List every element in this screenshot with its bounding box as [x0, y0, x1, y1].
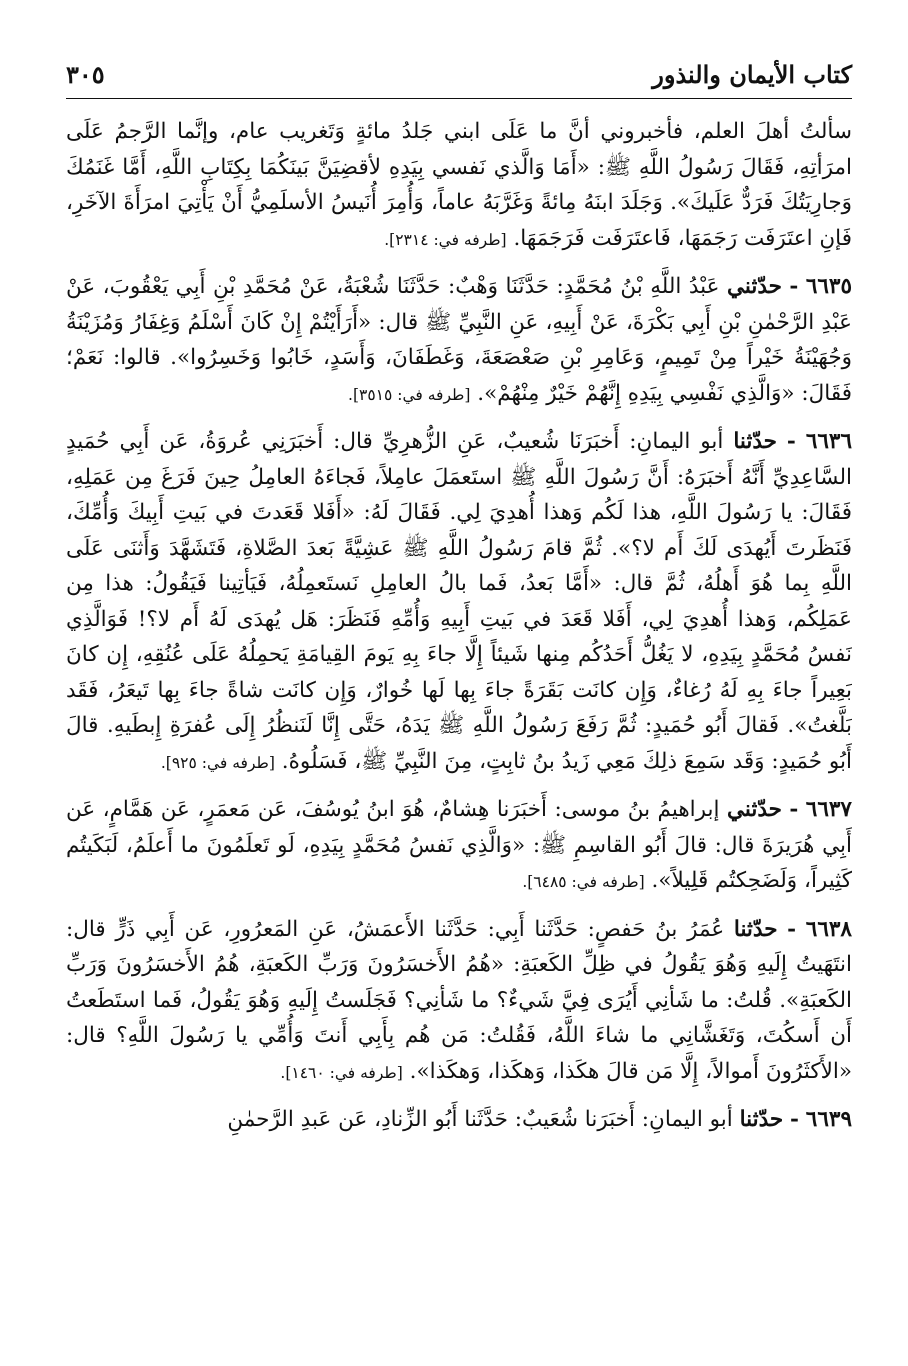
narration-intro: حدّثني: [726, 797, 782, 822]
number-dash: -: [786, 429, 796, 454]
paragraph-body: عُمَرُ بنُ حَفصٍ: حَدَّثَنا أَبِي: حَدَّثَنا الأَعمَشُ، عَنِ المَعرُورِ، عَن أَبِي ذَرٍّ قال: انتَهَيتُ إِلَيهِ وَهُوَ يَقُولُ في ظِلِّ الكَعبَةِ: «هُمُ الأَخسَرُونَ وَرَبِّ الكَعبَةِ، هُمُ الأَخسَرُونَ وَرَبِّ الكَعبَةِ». قُلتُ: ما شَأنِي أَيُرَى فِيَّ شَيءٌ؟ ما شَأنِي؟ فَجَلَستُ إِلَيهِ وَهُوَ يَقُولُ، فَما استَطَعتُ أَن أَسكُتَ، وَتَغَشَّانِي ما شاءَ اللَّهُ، فَقُلتُ: مَن هُم بِأَبِي أَنتَ وَأُمِّي يا رَسُولَ اللَّهِ؟ قال: «الأَكثَرُونَ أَموالاً، إِلَّا مَن قالَ هكَذا، وَهكَذا، وَهكَذا».: [66, 916, 852, 1084]
cross-reference: [طرفه في: ١٤٦٠].: [280, 1063, 403, 1082]
hadith-paragraph: [66, 269, 852, 413]
cross-reference: [طرفه في: ٢٣١٤].: [384, 230, 507, 249]
hadith-number: ٦٦٣٦: [805, 429, 852, 454]
paragraph-body: إبراهيمُ بنُ موسى: أَخبَرَنا هِشامٌ، هُوَ ابنُ يُوسُفَ، عَن مَعمَرٍ، عَن هَمَّامٍ، عَن أَبِي هُرَيرَةَ قال: قالَ أَبُو القاسِمِ ﷺ: «وَالَّذِي نَفسُ مُحَمَّدٍ بِيَدِهِ، لَو تَعلَمُونَ ما أَعلَمُ، لَبَكَيتُم كَثِيراً، وَلَضَحِكتُم قَلِيلاً».: [66, 797, 852, 893]
hadith-paragraph: [66, 792, 852, 901]
hadith-number: ٦٦٣٨: [805, 916, 852, 942]
hadith-number: ٦٦٣٩: [805, 1107, 852, 1132]
narration-intro: حدّثنا: [739, 1107, 784, 1132]
narration-intro: حدّثني: [726, 274, 782, 299]
hadith-paragraph: [66, 424, 852, 781]
paragraph-body: سألتُ أهلَ العلم، فأخبروني أنَّ ما عَلَى ابني جَلدُ مائةٍ وَتَغريب عام، وإنَّما الرَّجمُ عَلَى امرَأتِهِ، فَقَالَ رَسُولُ اللَّهِ ﷺ: «أَمَا وَالَّذي نَفسي بِيَدِهِ لأقضِيَنَّ بَينَكُمَا بِكِتَابِ اللَّهِ، أَمَّا غَنَمُكَ وَجارِيَتُكَ فَرَدٌّ عَلَيكَ». وَجَلَدَ ابنَهُ مِائةً وَغَرَّبَهُ عاماً، وَأُمِرَ أُنَيسُ الأسلَمِيُّ أَنْ يَأْتِيَ امرَأَةَ الآخَرِ، فَإنِ اعتَرَفَت رَجَمَهَا، فَاعتَرَفَت فَرَجَمَهَا.: [66, 119, 852, 251]
chapter-title: كتاب الأيمان والنذور: [652, 60, 852, 89]
hadith-number: ٦٦٣٧: [805, 797, 852, 822]
narration-intro: حدّثنا: [733, 916, 778, 942]
number-dash: -: [787, 916, 797, 942]
hadith-paragraph: [66, 912, 852, 1092]
number-dash: -: [789, 274, 799, 299]
paragraph-body: عَبْدُ اللَّهِ بْنُ مُحَمَّدٍ: حَدَّثَنَا وَهْبٌ: حَدَّثَنَا شُعْبَةُ، عَنْ مُحَمَّدِ بْنِ أَبِي يَعْقُوبَ، عَنْ عَبْدِ الرَّحْمٰنِ بْنِ أَبِي بَكْرَةَ، عَنْ أَبِيهِ، عَنِ النَّبِيِّ ﷺ قال: «أَرَأَيْتُمْ إِنْ كَانَ أَسْلَمُ وَغِفَارُ وَمُزَيْنَةُ وَجُهَيْنَةُ خَيْراً مِنْ تَمِيمٍ، وَعَامِرِ بْنِ صَعْصَعَةَ، وَغَطَفَانَ، وَأَسَدٍ، خَابُوا وَخَسِرُوا». قالوا: نَعَمْ؛ فَقَالَ: «وَالَّذِي نَفْسِي بِيَدِهِ إِنَّهُمْ خَيْرٌ مِنْهُمْ».: [66, 274, 852, 406]
header-divider: [66, 98, 852, 99]
paragraph-body: أبو اليمانِ: أَخبَرَنَا شُعيبٌ، عَنِ الزُّهرِيِّ قال: أَخبَرَنِي عُروَةُ، عَن أَبِي حُمَيدٍ السَّاعِدِيِّ أَنَّهُ أَخبَرَهُ: أَنَّ رَسُولَ اللَّهِ ﷺ استَعمَلَ عامِلاً، فَجاءَهُ العامِلُ حِينَ فَرَغَ مِن عَمَلِهِ، فَقَالَ: يا رَسُولَ اللَّهِ، هذا لَكُم وَهذا أُهدِيَ لِي. فَقَالَ لَهُ: «أَفَلا قَعَدتَ في بَيتِ أَبِيكَ وَأُمِّكَ، فَنَظَرتَ أَيُهدَى لَكَ أَم لا؟». ثُمَّ قامَ رَسُولُ اللَّهِ ﷺ عَشِيَّةً بَعدَ الصَّلاةِ، فَتَشَهَّدَ وَأَثنَى عَلَى اللَّهِ بِما هُوَ أَهلُهُ، ثُمَّ قال: «أَمَّا بَعدُ، فَما بالُ العامِلِ نَستَعمِلُهُ، فَيَأتِينا فَيَقُولُ: هذا مِن عَمَلِكُم، وَهذا أُهدِيَ لِي، أَفَلا قَعَدَ في بَيتِ أَبِيهِ وَأُمِّهِ فَنَظَرَ: هَل يُهدَى لَهُ أَم لا؟! فَوَالَّذِي نَفسُ مُحَمَّدٍ بِيَدِهِ، لا يَغُلُّ أَحَدُكُم مِنها شَيئاً إِلَّا جاءَ بِهِ يَومَ القِيامَةِ يَحمِلُهُ عَلَى عُنُقِهِ، إِن كانَ بَعِيراً جاءَ بِهِ لَهُ رُغاءٌ، وَإِن كانَت بَقَرَةً جاءَ بِها لَها خُوارٌ، وَإِن كانَت شاةً جاءَ بِها تَيعَرُ، فَقَد بَلَّغتُ». فَقالَ أَبُو حُمَيدٍ: ثُمَّ رَفَعَ رَسُولُ اللَّهِ ﷺ يَدَهُ، حَتَّى إِنَّا لَنَنظُرُ إِلَى عُفرَةِ إِبطَيهِ. قالَ أَبُو حُمَيدٍ: وَقَد سَمِعَ ذلِكَ مَعِي زَيدُ بنُ ثابِتٍ، مِنَ النَّبِيِّ ﷺ، فَسَلُوهُ.: [66, 429, 852, 774]
page-body: [66, 114, 852, 1354]
paragraph-continuation: [66, 114, 852, 258]
cross-reference: [طرفه في: ٣٥١٥].: [348, 385, 471, 404]
paragraph-body: أبو اليمانِ: أَخبَرَنا شُعَيبٌ: حَدَّثَنا أَبُو الزِّنادِ، عَن عَبدِ الرَّحمٰنِ: [227, 1107, 733, 1132]
number-dash: -: [790, 1107, 799, 1132]
page-number: ٣٠٥: [66, 60, 105, 89]
narration-intro: حدّثنا: [733, 429, 777, 454]
hadith-number: ٦٦٣٥: [805, 274, 852, 299]
cross-reference: [طرفه في: ٩٢٥].: [160, 753, 275, 772]
cross-reference: [طرفه في: ٦٤٨٥].: [522, 873, 645, 891]
running-header: [66, 54, 852, 94]
number-dash: -: [789, 797, 799, 822]
hadith-paragraph: [66, 1102, 852, 1138]
